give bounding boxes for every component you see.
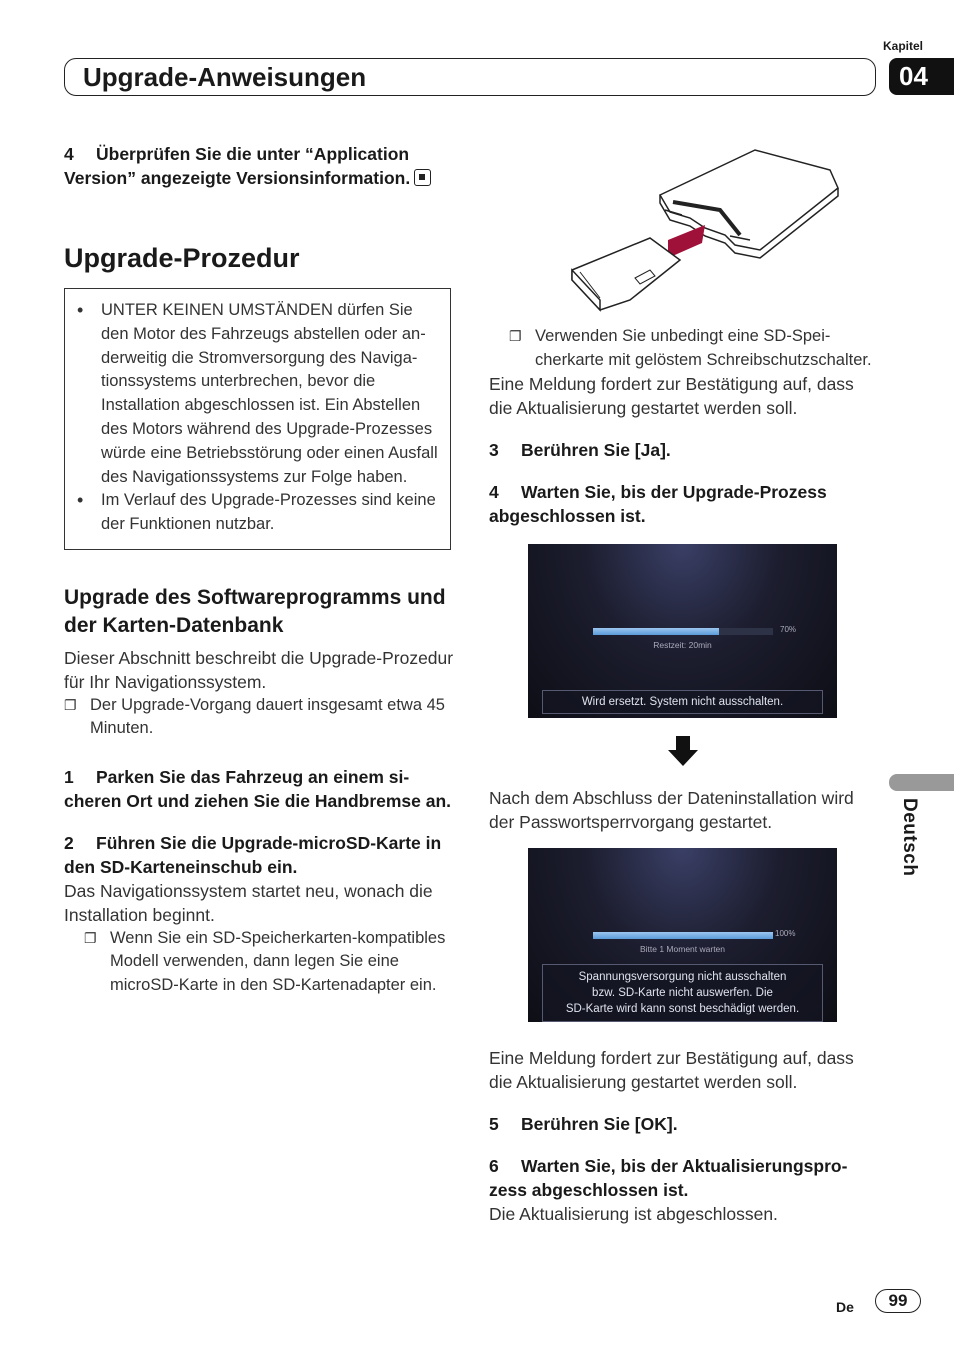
page-number: 99 bbox=[875, 1289, 921, 1313]
down-arrow-icon bbox=[528, 736, 837, 768]
step-4-right: 4 Warten Sie, bis der Upgrade-Prozess abgeschlossen ist. bbox=[489, 482, 827, 526]
status-message: Wird ersetzt. System nicht ausschalten. bbox=[542, 690, 823, 714]
step-1: 1 Parken Sie das Fahrzeug an einem sicheren Ort und ziehen Sie die Handbremse an. bbox=[64, 766, 452, 811]
confirm-text-2: Eine Meldung fordert zur Bestätigung auf, dass die Aktualisierung gestartet werden soll. bbox=[489, 1048, 854, 1092]
note-sd-adapter: ❐ Wenn Sie ein SD-Speicherkarten-kompatibles Modell verwenden, dann legen Sie eine microSD-Karte in den SD-Kartenadapter ein. bbox=[84, 927, 454, 998]
progress-fill bbox=[593, 628, 719, 635]
progress-fill bbox=[593, 932, 773, 939]
subsection-title: Upgrade des Softwareprogramms und der Karten-Datenbank bbox=[64, 585, 446, 637]
warning-box bbox=[64, 288, 451, 550]
status-message: Spannungsversorgung nicht ausschalten bzw. SD-Karte nicht auswerfen. Die SD-Karte wird kann sonst beschädigt werden. bbox=[542, 964, 823, 1022]
chapter-label: Kapitel bbox=[883, 39, 924, 53]
sd-card-insertion-illustration bbox=[560, 140, 850, 320]
warning-item: • Im Verlauf des Upgrade-Prozesses sind keine der Funktionen nutzbar. bbox=[77, 489, 440, 537]
right-column bbox=[489, 325, 879, 1226]
left-column bbox=[64, 142, 454, 997]
section-title: Upgrade-Prozedur bbox=[64, 243, 300, 273]
wait-label: Bitte 1 Moment warten bbox=[639, 944, 726, 954]
step-6: 6 Warten Sie, bis der Aktualisierungsprozess abgeschlossen ist. bbox=[489, 1156, 848, 1200]
language-tab bbox=[889, 774, 954, 791]
remaining-time: Restzeit: 20min bbox=[653, 640, 712, 650]
note-write-protect: ❐ Verwenden Sie unbedingt eine SD-Speicherkarte mit gelöstem Schreibschutzschalter. bbox=[509, 325, 879, 372]
warning-item: • UNTER KEINEN UMSTÄNDEN dürfen Sie den Motor des Fahrzeugs abstellen oder anderweitig die Stromversorgung des Navigationssystems unterbrechen, bevor die Installation abgeschlossen ist. Ein Abstellen des Motors während des Upgrade-Prozesses würde eine Betriebsstörung oder einen Ausfall des Navigationssystems zur Folge haben. bbox=[77, 299, 440, 489]
note-duration: ❐ Der Upgrade-Vorgang dauert insgesamt etwa 45 Minuten. bbox=[64, 694, 454, 741]
progress-bar bbox=[593, 628, 773, 635]
step-2-body: Das Navigationssystem startet neu, wonach die Installation beginnt. bbox=[64, 880, 433, 925]
progress-bar bbox=[593, 932, 773, 939]
screenshot-progress-100 bbox=[528, 848, 837, 1022]
progress-percent: 100% bbox=[775, 929, 796, 938]
chapter-number: 04 bbox=[889, 58, 954, 95]
progress-percent: 70% bbox=[780, 625, 797, 634]
intro-text: Dieser Abschnitt beschreibt die Upgrade-Prozedur für Ihr Navigationssystem. bbox=[64, 647, 454, 692]
language-code: De bbox=[836, 1299, 854, 1315]
language-label: Deutsch bbox=[899, 798, 920, 877]
screenshot-progress-70 bbox=[528, 544, 837, 718]
page-title: Upgrade-Anweisungen bbox=[64, 58, 876, 96]
step-5: 5 Berühren Sie [OK]. bbox=[489, 1114, 678, 1134]
step-4-left: 4 Überprüfen Sie die unter “Application Version” angezeigte Versionsinformation. bbox=[64, 142, 454, 190]
confirm-text-1: Eine Meldung fordert zur Bestätigung auf, dass die Aktualisierung gestartet werden soll. bbox=[489, 374, 854, 418]
step-6-body: Die Aktualisierung ist abgeschlossen. bbox=[489, 1204, 778, 1224]
after-install-text: Nach dem Abschluss der Dateninstallation wird der Passwortsperrvorgang gestartet. bbox=[489, 788, 854, 832]
step-3: 3 Berühren Sie [Ja]. bbox=[489, 440, 671, 460]
step-2: 2 Führen Sie die Upgrade-microSD-Karte in den SD-Karteneinschub ein. bbox=[64, 832, 442, 877]
end-of-section-icon bbox=[414, 169, 431, 186]
